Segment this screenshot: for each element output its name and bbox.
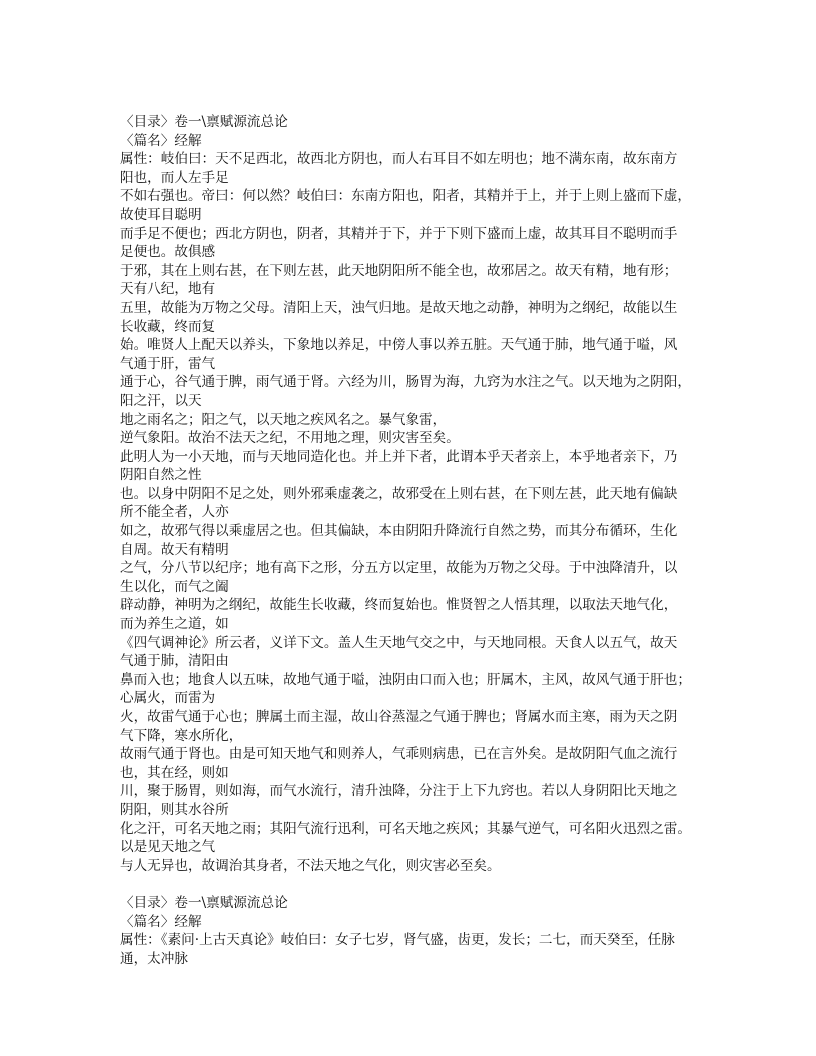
section-1 bbox=[120, 113, 700, 875]
text-line: 如之，故邪气得以乘虚居之也。但其偏缺，本由阴阳升降流行自然之势，而其分布循环，生化 bbox=[120, 523, 678, 540]
text-line: 足便也。故俱感 bbox=[120, 244, 216, 261]
text-line: 此明人为一小天地，而与天地同造化也。并上并下者，此谓本乎天者亲上，本乎地者亲下，乃 bbox=[120, 448, 678, 465]
text-line: 属性：岐伯曰：天不足西北，故西北方阴也，而人右耳目不如左明也；地不满东南，故东南方 bbox=[120, 151, 678, 168]
text-line: 川，聚于肠胃，则如海，而气水流行，清升浊降，分注于上下九窍也。若以人身阴阳比天地之 bbox=[120, 783, 678, 800]
text-line: 《四气调神论》所云者，义详下文。盖人生天地气交之中，与天地同根。天食人以五气，故天 bbox=[120, 634, 678, 651]
text-line: 所不能全者，人亦 bbox=[120, 504, 229, 521]
text-line: 鼻而入也；地食人以五味，故地气通于嗌，浊阴由口而入也；肝属木，主风，故风气通于肝也； bbox=[120, 671, 691, 688]
text-line: 通于心，谷气通于脾，雨气通于肾。六经为川，肠胃为海，九窍为水注之气。以天地为之阴阳， bbox=[120, 374, 691, 391]
text-line: 故使耳目聪明 bbox=[120, 206, 202, 223]
text-line: 而手足不便也；西北方阴也，阴者，其精并于下，并于下则下盛而上虚，故其耳目不聪明而手 bbox=[120, 225, 678, 242]
text-line: 阴阳自然之性 bbox=[120, 467, 202, 484]
text-line: 与人无异也，故调治其身者，不法天地之气化，则灾害必至矣。 bbox=[120, 857, 501, 874]
text-line: 以是见天地之气 bbox=[120, 839, 216, 856]
text-line: 阳也，而人左手足 bbox=[120, 169, 229, 186]
text-line: 也。以身中阴阳不足之处，则外邪乘虚袭之，故邪受在上则右甚，在下则左甚，此天地有偏缺 bbox=[120, 485, 678, 502]
section-spacer bbox=[120, 875, 700, 894]
text-line: 化之汗，可名天地之雨；其阳气流行迅利，可名天地之疾风；其暴气逆气，可名阳火迅烈之雷。 bbox=[120, 820, 691, 837]
text-line: 始。唯贤人上配天以养头，下象地以养足，中傍人事以养五脏。天气通于肺，地气通于嗌，风 bbox=[120, 337, 678, 354]
text-line: 阴阳，则其水谷所 bbox=[120, 801, 229, 818]
catalog-line: 〈目录〉卷一\禀赋源流总论 bbox=[120, 114, 288, 130]
text-line: 阳之汗，以天 bbox=[120, 392, 202, 409]
text-line: 也，其在经，则如 bbox=[120, 764, 229, 781]
body-text bbox=[120, 150, 700, 875]
text-line: 自周。故天有精明 bbox=[120, 541, 229, 558]
text-line: 于邪，其在上则右甚，在下则左甚，此天地阴阳所不能全也，故邪居之。故天有精，地有形； bbox=[120, 262, 678, 279]
text-line: 通，太冲脉 bbox=[120, 950, 188, 967]
body-text bbox=[120, 931, 700, 968]
title-line: 〈篇名〉经解 bbox=[120, 913, 202, 930]
catalog-line: 〈目录〉卷一\禀赋源流总论 bbox=[120, 894, 288, 911]
title-line: 〈篇名〉经解 bbox=[120, 132, 202, 149]
text-line: 故雨气通于肾也。由是可知天地气和则养人，气乖则病患，已在言外矣。是故阴阳气血之流行 bbox=[120, 746, 678, 763]
text-line: 五里，故能为万物之父母。清阳上天，浊气归地。是故天地之动静，神明为之纲纪，故能以生 bbox=[120, 299, 678, 316]
section-2 bbox=[120, 894, 700, 968]
text-line: 生以化，而气之阖 bbox=[120, 578, 229, 595]
text-line: 辟动静，神明为之纲纪，故能生长收藏，终而复始也。惟贤智之人悟其理，以取法天地气化， bbox=[120, 597, 678, 614]
text-line: 之气，分八节以纪序；地有高下之形，分五方以定里，故能为万物之父母。于中浊降清升，以 bbox=[120, 560, 678, 577]
text-line: 火，故雷气通于心也；脾属土而主湿，故山谷蒸湿之气通于脾也；肾属水而主寒，雨为天之阴 bbox=[120, 709, 678, 725]
text-line: 而为养生之道，如 bbox=[120, 616, 229, 633]
text-line: 逆气象阳。故治不法天之纪，不用地之理，则灾害至矣。 bbox=[120, 430, 460, 447]
text-line: 气通于肝，雷气 bbox=[120, 355, 216, 372]
text-line: 气通于肺，清阳由 bbox=[120, 653, 229, 670]
document-page bbox=[120, 113, 700, 968]
text-line: 气下降，寒水所化， bbox=[120, 727, 243, 744]
text-line: 属性：《素问·上古天真论》岐伯曰：女子七岁，肾气盛，齿更，发长；二七，而天癸至，任脉 bbox=[120, 932, 675, 949]
text-line: 天有八纪，地有 bbox=[120, 281, 216, 298]
text-line: 长收藏，终而复 bbox=[120, 318, 216, 335]
text-line: 地之雨名之；阳之气，以天地之疾风名之。暴气象雷， bbox=[120, 411, 447, 428]
text-line: 不如右强也。帝曰：何以然？岐伯曰：东南方阳也，阳者，其精并于上，并于上则上盛而下虚， bbox=[120, 188, 691, 205]
text-line: 心属火，而雷为 bbox=[120, 690, 216, 707]
